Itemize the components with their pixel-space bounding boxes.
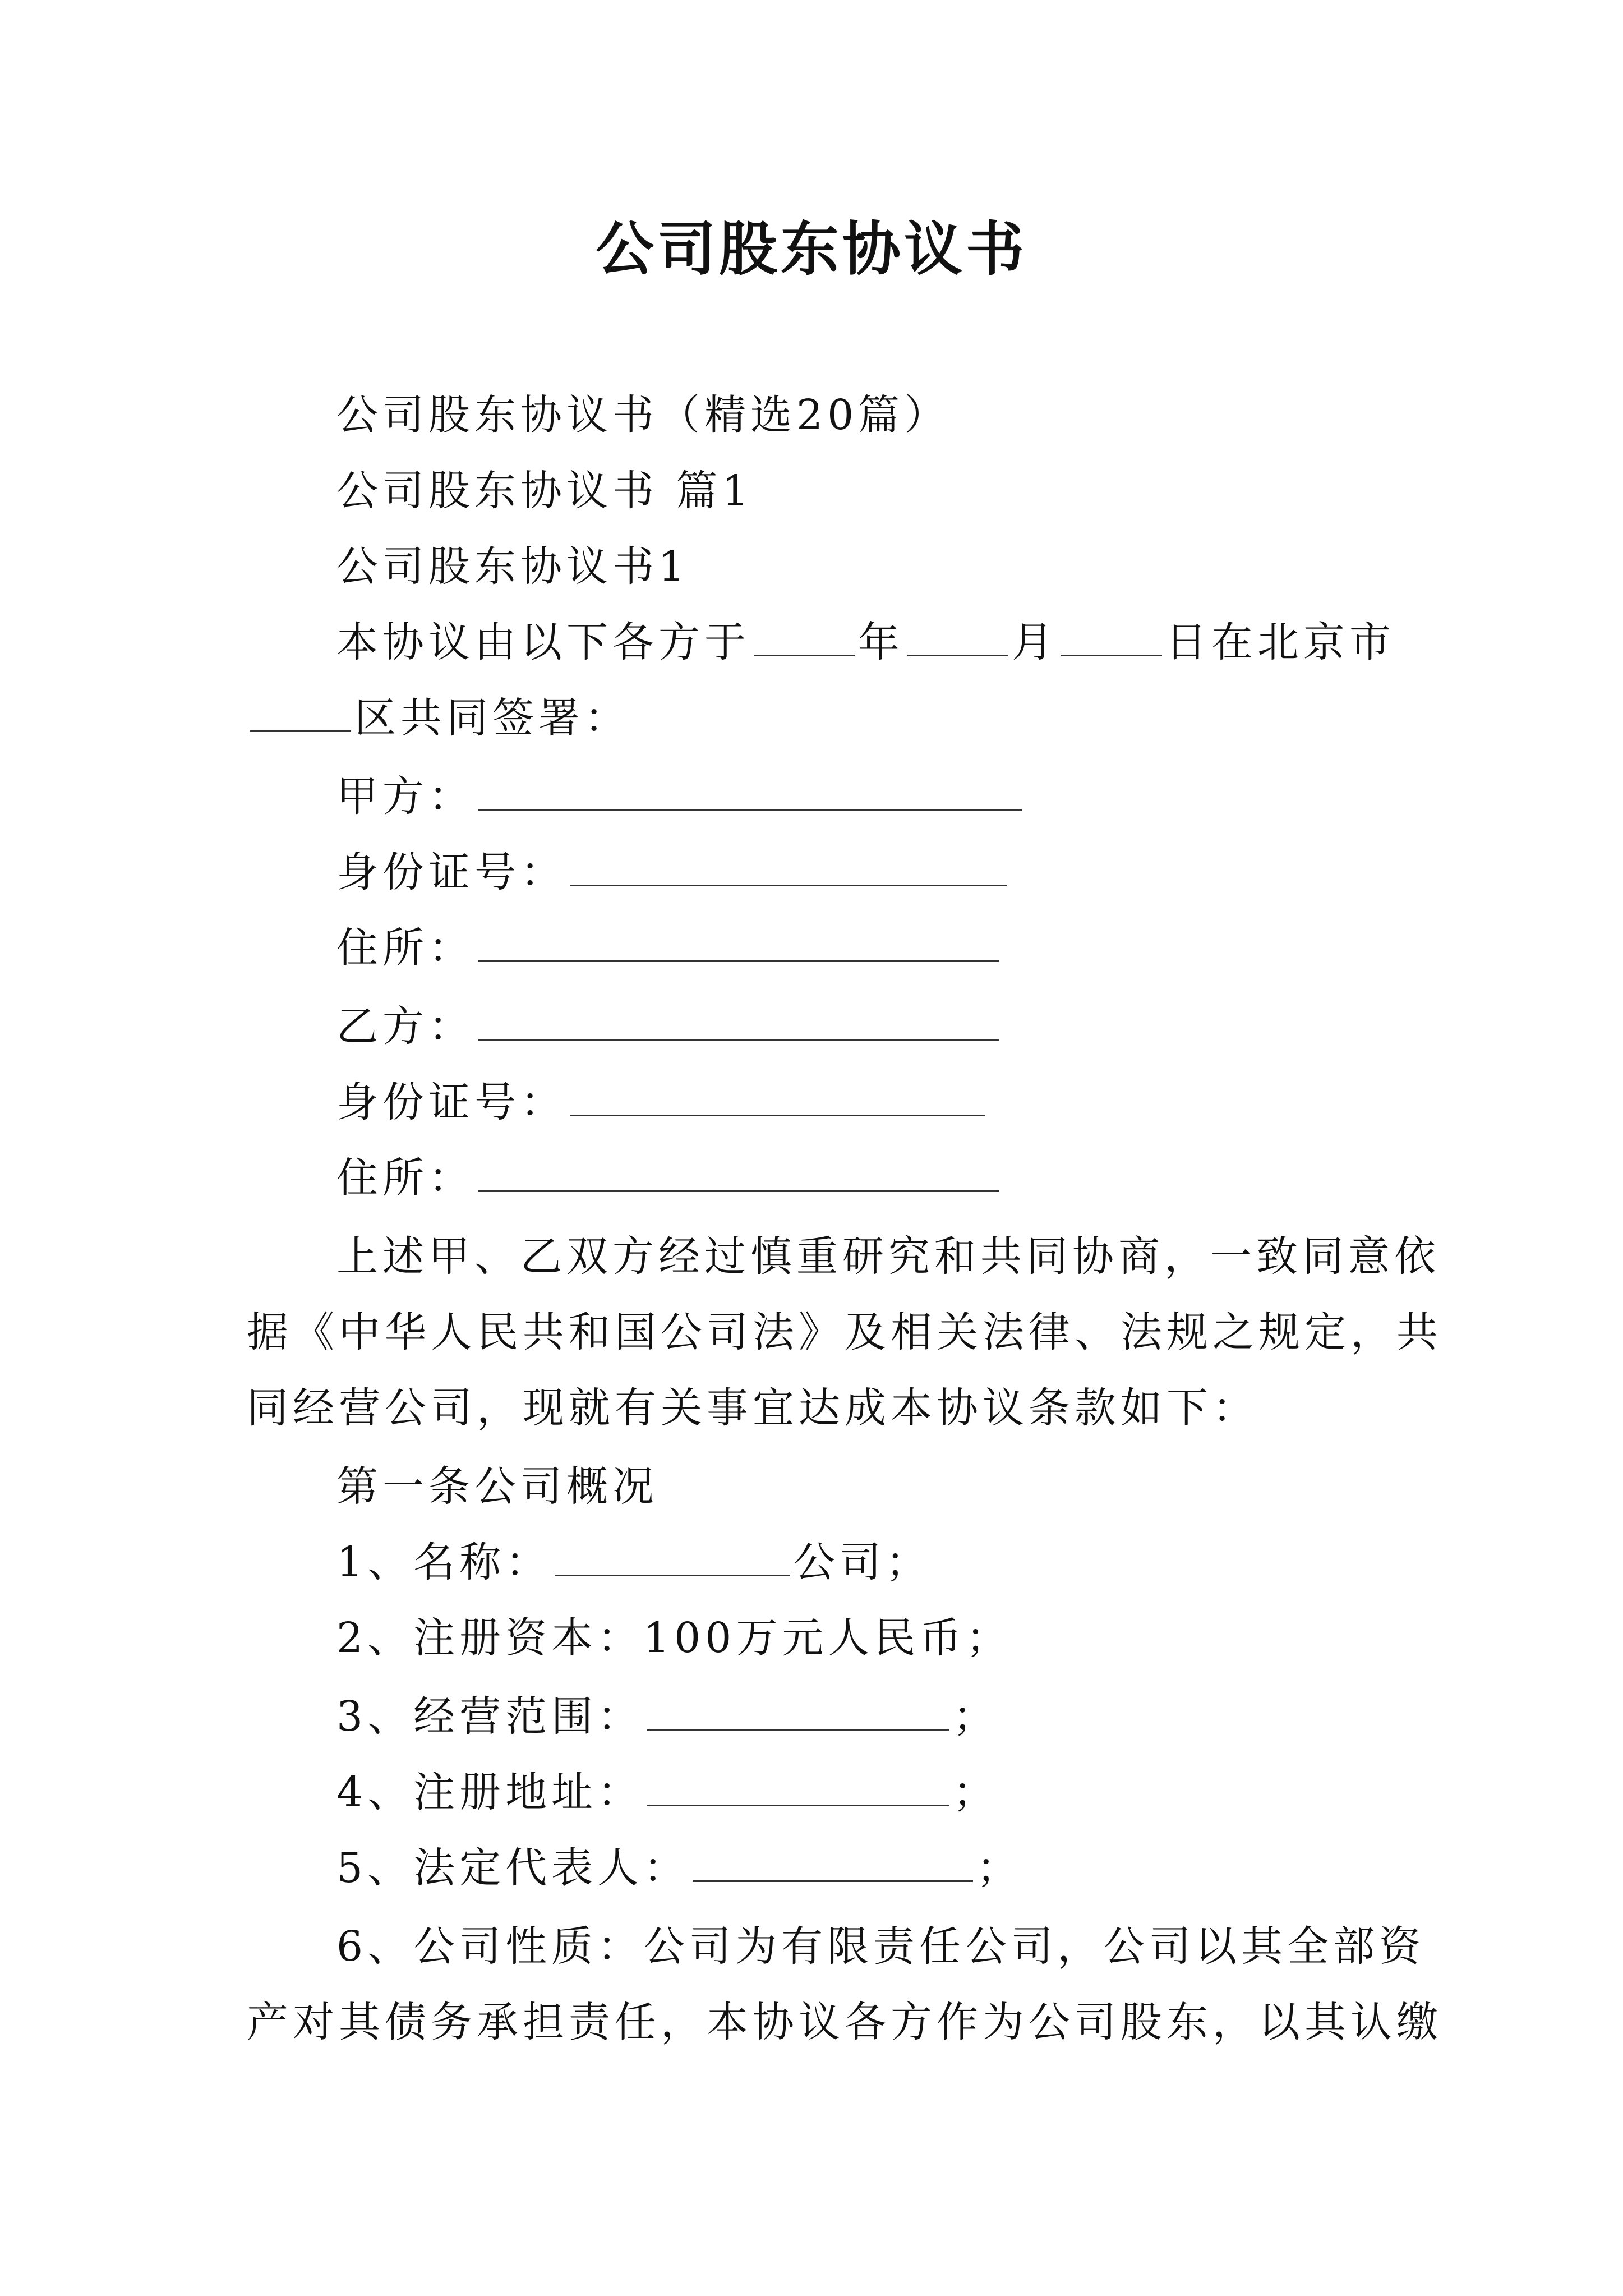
- party-a-id-row: 身份证号：: [336, 844, 1011, 900]
- party-b-row: 乙方：: [336, 999, 1003, 1055]
- intro-line-1: 本协议由以下各方于 年 月 日在北京市: [336, 614, 1395, 670]
- year-blank: [754, 615, 855, 656]
- party-a-id-blank: [570, 845, 1007, 886]
- party-b-address-blank: [478, 1151, 999, 1192]
- party-a-row: 甲方：: [336, 769, 1025, 825]
- item-4-address: 4、注册地址： ；: [336, 1764, 999, 1820]
- party-b-id-blank: [570, 1075, 985, 1116]
- agreement-para-line-1: 上述甲、乙双方经过慎重研究和共同协商，一致同意依: [336, 1232, 1440, 1281]
- document-title: 公司股东协议书: [595, 214, 1027, 283]
- legal-rep-blank: [693, 1841, 973, 1882]
- party-a-address-row: 住所：: [336, 920, 1003, 976]
- day-blank: [1061, 615, 1162, 656]
- agreement-para-line-3: 同经营公司，现就有关事宜达成本协议条款如下：: [247, 1384, 1258, 1432]
- party-b-id-row: 身份证号：: [336, 1074, 988, 1130]
- item-3-scope: 3、经营范围： ；: [336, 1688, 999, 1745]
- intro-line-2: 区共同签署：: [247, 690, 630, 746]
- month-blank: [907, 615, 1008, 656]
- agreement-para-line-2: 据《中华人民共和国公司法》及相关法律、法规之规定，共: [247, 1308, 1442, 1356]
- district-blank: [250, 691, 351, 732]
- item-5-legal-rep: 5、法定代表人： ；: [336, 1840, 1022, 1896]
- scope-blank: [647, 1690, 949, 1731]
- address-blank: [647, 1765, 949, 1806]
- party-b-blank: [478, 1000, 999, 1041]
- company-name-blank: [555, 1535, 790, 1576]
- party-a-address-blank: [478, 921, 999, 962]
- party-a-blank: [478, 770, 1022, 811]
- item-6-line-1: 6、公司性质：公司为有限责任公司，公司以其全部资: [336, 1922, 1426, 1971]
- item-2-capital: 2、注册资本：100万元人民币；: [336, 1614, 1012, 1662]
- article-1-heading: 第一条公司概况: [336, 1462, 658, 1511]
- item-6-line-2: 产对其债务承担责任，本协议各方作为公司股东，以其认缴: [247, 1998, 1442, 2046]
- party-b-address-row: 住所：: [336, 1150, 1003, 1206]
- item-1-name: 1、名称： 公司；: [336, 1534, 932, 1590]
- section-heading: 公司股东协议书1: [336, 542, 690, 591]
- subtitle: 公司股东协议书（精选20篇）: [336, 391, 951, 439]
- chapter-heading: 公司股东协议书 篇1: [336, 467, 753, 515]
